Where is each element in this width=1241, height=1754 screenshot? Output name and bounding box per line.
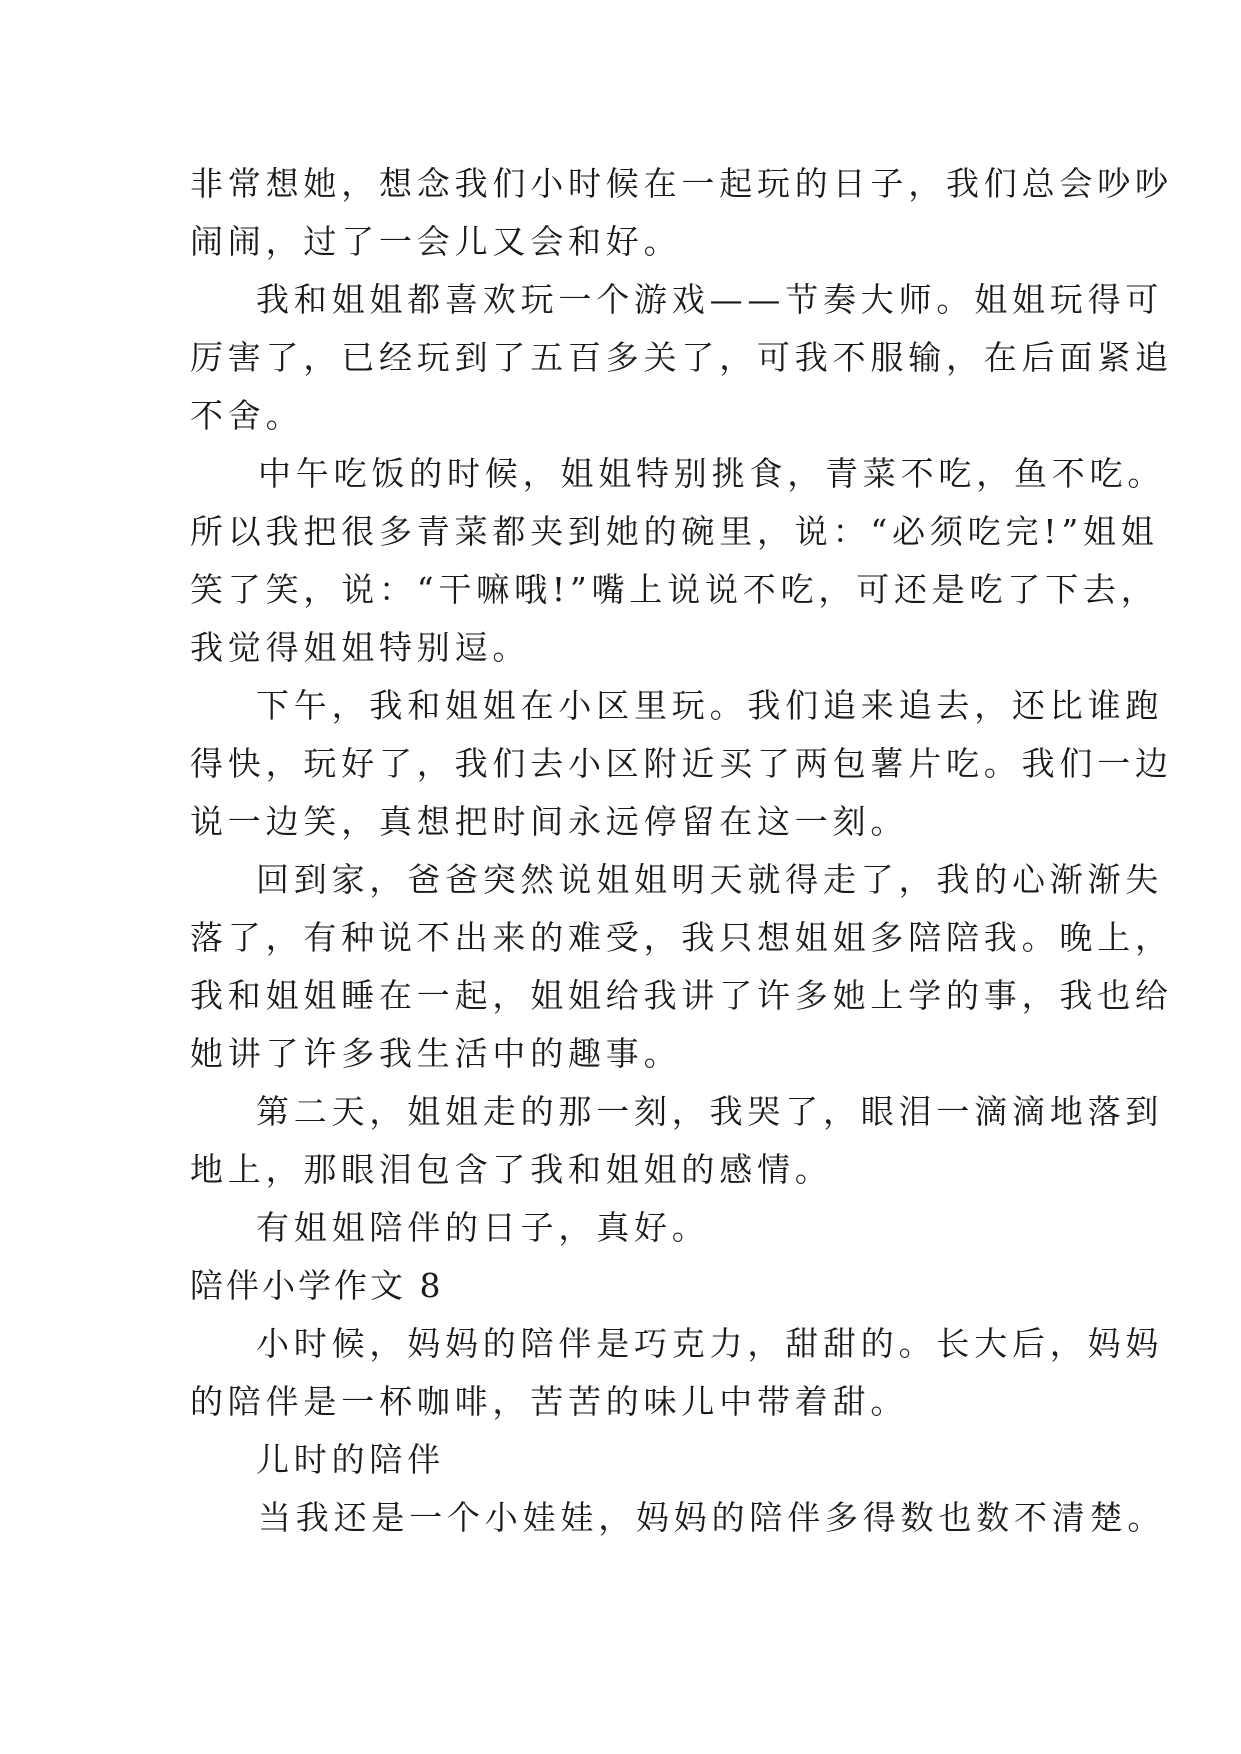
text-line: 第二天，姐姐走的那一刻，我哭了，眼泪一滴滴地落到 xyxy=(256,1092,1164,1131)
text-line: 她讲了许多我生活中的趣事。 xyxy=(190,1034,682,1073)
text-line: 地上，那眼泪包含了我和姐姐的感情。 xyxy=(190,1150,833,1189)
text-line: 所以我把很多青菜都夹到她的碗里，说：“必须吃完!”姐姐 xyxy=(190,512,1159,551)
text-line: 非常想她，想念我们小时候在一起玩的日子，我们总会吵吵 xyxy=(190,164,1173,203)
text-line: 笑了笑，说：“干嘛哦!”嘴上说说不吃，可还是吃了下去， xyxy=(190,570,1159,609)
text-line: 中午吃饭的时候，姐姐特别挑食，青菜不吃，鱼不吃。 xyxy=(258,454,1166,493)
text-line: 我觉得姐姐特别逗。 xyxy=(190,628,531,667)
text-line: 不舍。 xyxy=(190,396,304,435)
text-line: 落了，有种说不出来的难受，我只想姐姐多陪陪我。晚上， xyxy=(190,918,1173,957)
text-line: 当我还是一个小娃娃，妈妈的陪伴多得数也数不清楚。 xyxy=(258,1498,1166,1537)
text-line: 说一边笑，真想把时间永远停留在这一刻。 xyxy=(190,802,909,841)
section-heading: 陪伴小学作文 8 xyxy=(190,1266,444,1305)
text-line: 我和姐姐睡在一起，姐姐给我讲了许多她上学的事，我也给 xyxy=(190,976,1173,1015)
subheading: 儿时的陪伴 xyxy=(256,1440,445,1479)
text-line: 有姐姐陪伴的日子，真好。 xyxy=(256,1208,710,1247)
text-line: 闹闹，过了一会儿又会和好。 xyxy=(190,222,682,261)
text-line: 得快，玩好了，我们去小区附近买了两包薯片吃。我们一边 xyxy=(190,744,1173,783)
text-line: 下午，我和姐姐在小区里玩。我们追来追去，还比谁跑 xyxy=(256,686,1164,725)
text-line: 的陪伴是一杯咖啡，苦苦的味儿中带着甜。 xyxy=(190,1382,909,1421)
text-line: 回到家，爸爸突然说姐姐明天就得走了，我的心渐渐失 xyxy=(256,860,1164,899)
text-line: 厉害了，已经玩到了五百多关了，可我不服输，在后面紧追 xyxy=(190,338,1173,377)
text-line: 我和姐姐都喜欢玩一个游戏——节奏大师。姐姐玩得可 xyxy=(256,280,1164,319)
text-line: 小时候，妈妈的陪伴是巧克力，甜甜的。长大后，妈妈 xyxy=(256,1324,1164,1363)
